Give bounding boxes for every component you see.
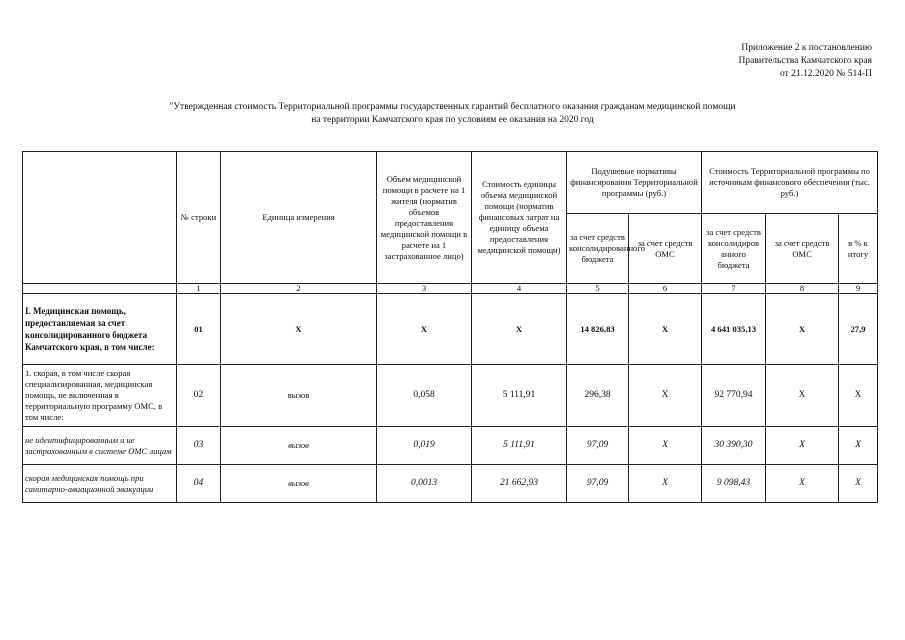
column-numbers-row [23, 284, 878, 294]
table-row [23, 427, 878, 465]
header-row-no: № строки [177, 152, 221, 284]
row-unit: вызов [221, 365, 377, 427]
row-unit: вызов [221, 465, 377, 503]
row-cost: X [472, 294, 567, 365]
column-number: 3 [377, 284, 472, 294]
row-volume: 0,019 [377, 427, 472, 465]
row-pr-budget: 9 098,43 [702, 465, 766, 503]
row-pr-oms: X [766, 427, 839, 465]
row-pr-oms: X [766, 365, 839, 427]
header-name-cell [23, 152, 177, 284]
row-name: 1. скорая, в том числе скорая специализированная, медицинская помощь, не включенная в территориальную программу ОМС, в том числе: [23, 365, 177, 427]
row-no: 01 [177, 294, 221, 365]
column-number-0 [23, 284, 177, 294]
document-header [739, 42, 872, 81]
row-volume: 0,0013 [377, 465, 472, 503]
column-number: 4 [472, 284, 567, 294]
row-percent: 27,9 [839, 294, 878, 365]
row-percent: X [839, 465, 878, 503]
title-line-1: "Утвержденная стоимость Территориальной программы государственных гарантий бесплатного оказания гражданам медицинской помощи [169, 102, 736, 112]
header-line-2: Правительства Камчатского края [738, 56, 872, 66]
row-pr-budget: 92 770,94 [702, 365, 766, 427]
header-line-3: от 21.12.2020 № 514-П [780, 69, 872, 79]
header-row-1 [23, 152, 878, 214]
row-pc-oms: X [629, 294, 702, 365]
row-no: 03 [177, 427, 221, 465]
row-name: скорая медицинская помощь при санитарно-авиационной эвакуации [23, 465, 177, 503]
header-pc-oms: за счет средств ОМС [629, 214, 702, 284]
row-pr-budget: 4 641 035,13 [702, 294, 766, 365]
column-number: 5 [567, 284, 629, 294]
row-pc-oms: X [629, 465, 702, 503]
row-percent: X [839, 365, 878, 427]
row-volume: 0,058 [377, 365, 472, 427]
header-program-cost: Стоимость Территориальной программы по источникам финансового обеспечения (тыс. руб.) [702, 152, 878, 214]
row-pc-budget: 14 826,83 [567, 294, 629, 365]
row-unit: X [221, 294, 377, 365]
column-number: 2 [221, 284, 377, 294]
row-unit: вызов [221, 427, 377, 465]
row-pr-budget: 30 390,30 [702, 427, 766, 465]
row-pr-oms: X [766, 465, 839, 503]
title-line-2: на территории Камчатского края по условиям ее оказания на 2020 год [311, 115, 594, 125]
cost-table [22, 151, 878, 503]
row-cost: 21 662,93 [472, 465, 567, 503]
header-line-1: Приложение 2 к постановлению [741, 43, 872, 53]
row-name: I. Медицинская помощь, предоставляемая за счет консолидированного бюджета Камчатского края, в том числе: [23, 294, 177, 365]
header-pr-oms: за счет средств ОМС [766, 214, 839, 284]
row-no: 02 [177, 365, 221, 427]
row-no: 04 [177, 465, 221, 503]
row-volume: X [377, 294, 472, 365]
header-pc-budget: за счет средств консолидированного бюджета [567, 214, 629, 284]
column-number: 7 [702, 284, 766, 294]
row-cost: 5 111,91 [472, 427, 567, 465]
column-number: 9 [839, 284, 878, 294]
row-name: не идентифицированным и не застрахованным в системе ОМС лицам [23, 427, 177, 465]
table-row [23, 294, 878, 365]
column-number: 6 [629, 284, 702, 294]
column-number: 8 [766, 284, 839, 294]
table-row [23, 465, 878, 503]
header-cost-unit: Стоимость единицы объема медицинской помощи (норматив финансовых затрат на единицу объема предоставления медицинской помощи) [472, 152, 567, 284]
row-pc-oms: X [629, 365, 702, 427]
row-pc-budget: 296,38 [567, 365, 629, 427]
row-cost: 5 111,91 [472, 365, 567, 427]
table-row [23, 365, 878, 427]
document-title [0, 101, 905, 127]
header-unit: Единица измерения [221, 152, 377, 284]
header-per-capita: Подушевые нормативы финансирования Территориальной программы (руб.) [567, 152, 702, 214]
row-pc-budget: 97,09 [567, 427, 629, 465]
header-volume: Объем медицинской помощи в расчете на 1 жителя (норматив объемов предоставления медицинской помощи в расчете на 1 застрахованное лицо) [377, 152, 472, 284]
row-percent: X [839, 427, 878, 465]
row-pc-oms: X [629, 427, 702, 465]
column-number: 1 [177, 284, 221, 294]
header-pr-budget: за счет средств консолидиров анного бюджета [702, 214, 766, 284]
row-pr-oms: X [766, 294, 839, 365]
row-pc-budget: 97,09 [567, 465, 629, 503]
header-percent: в % к итогу [839, 214, 878, 284]
